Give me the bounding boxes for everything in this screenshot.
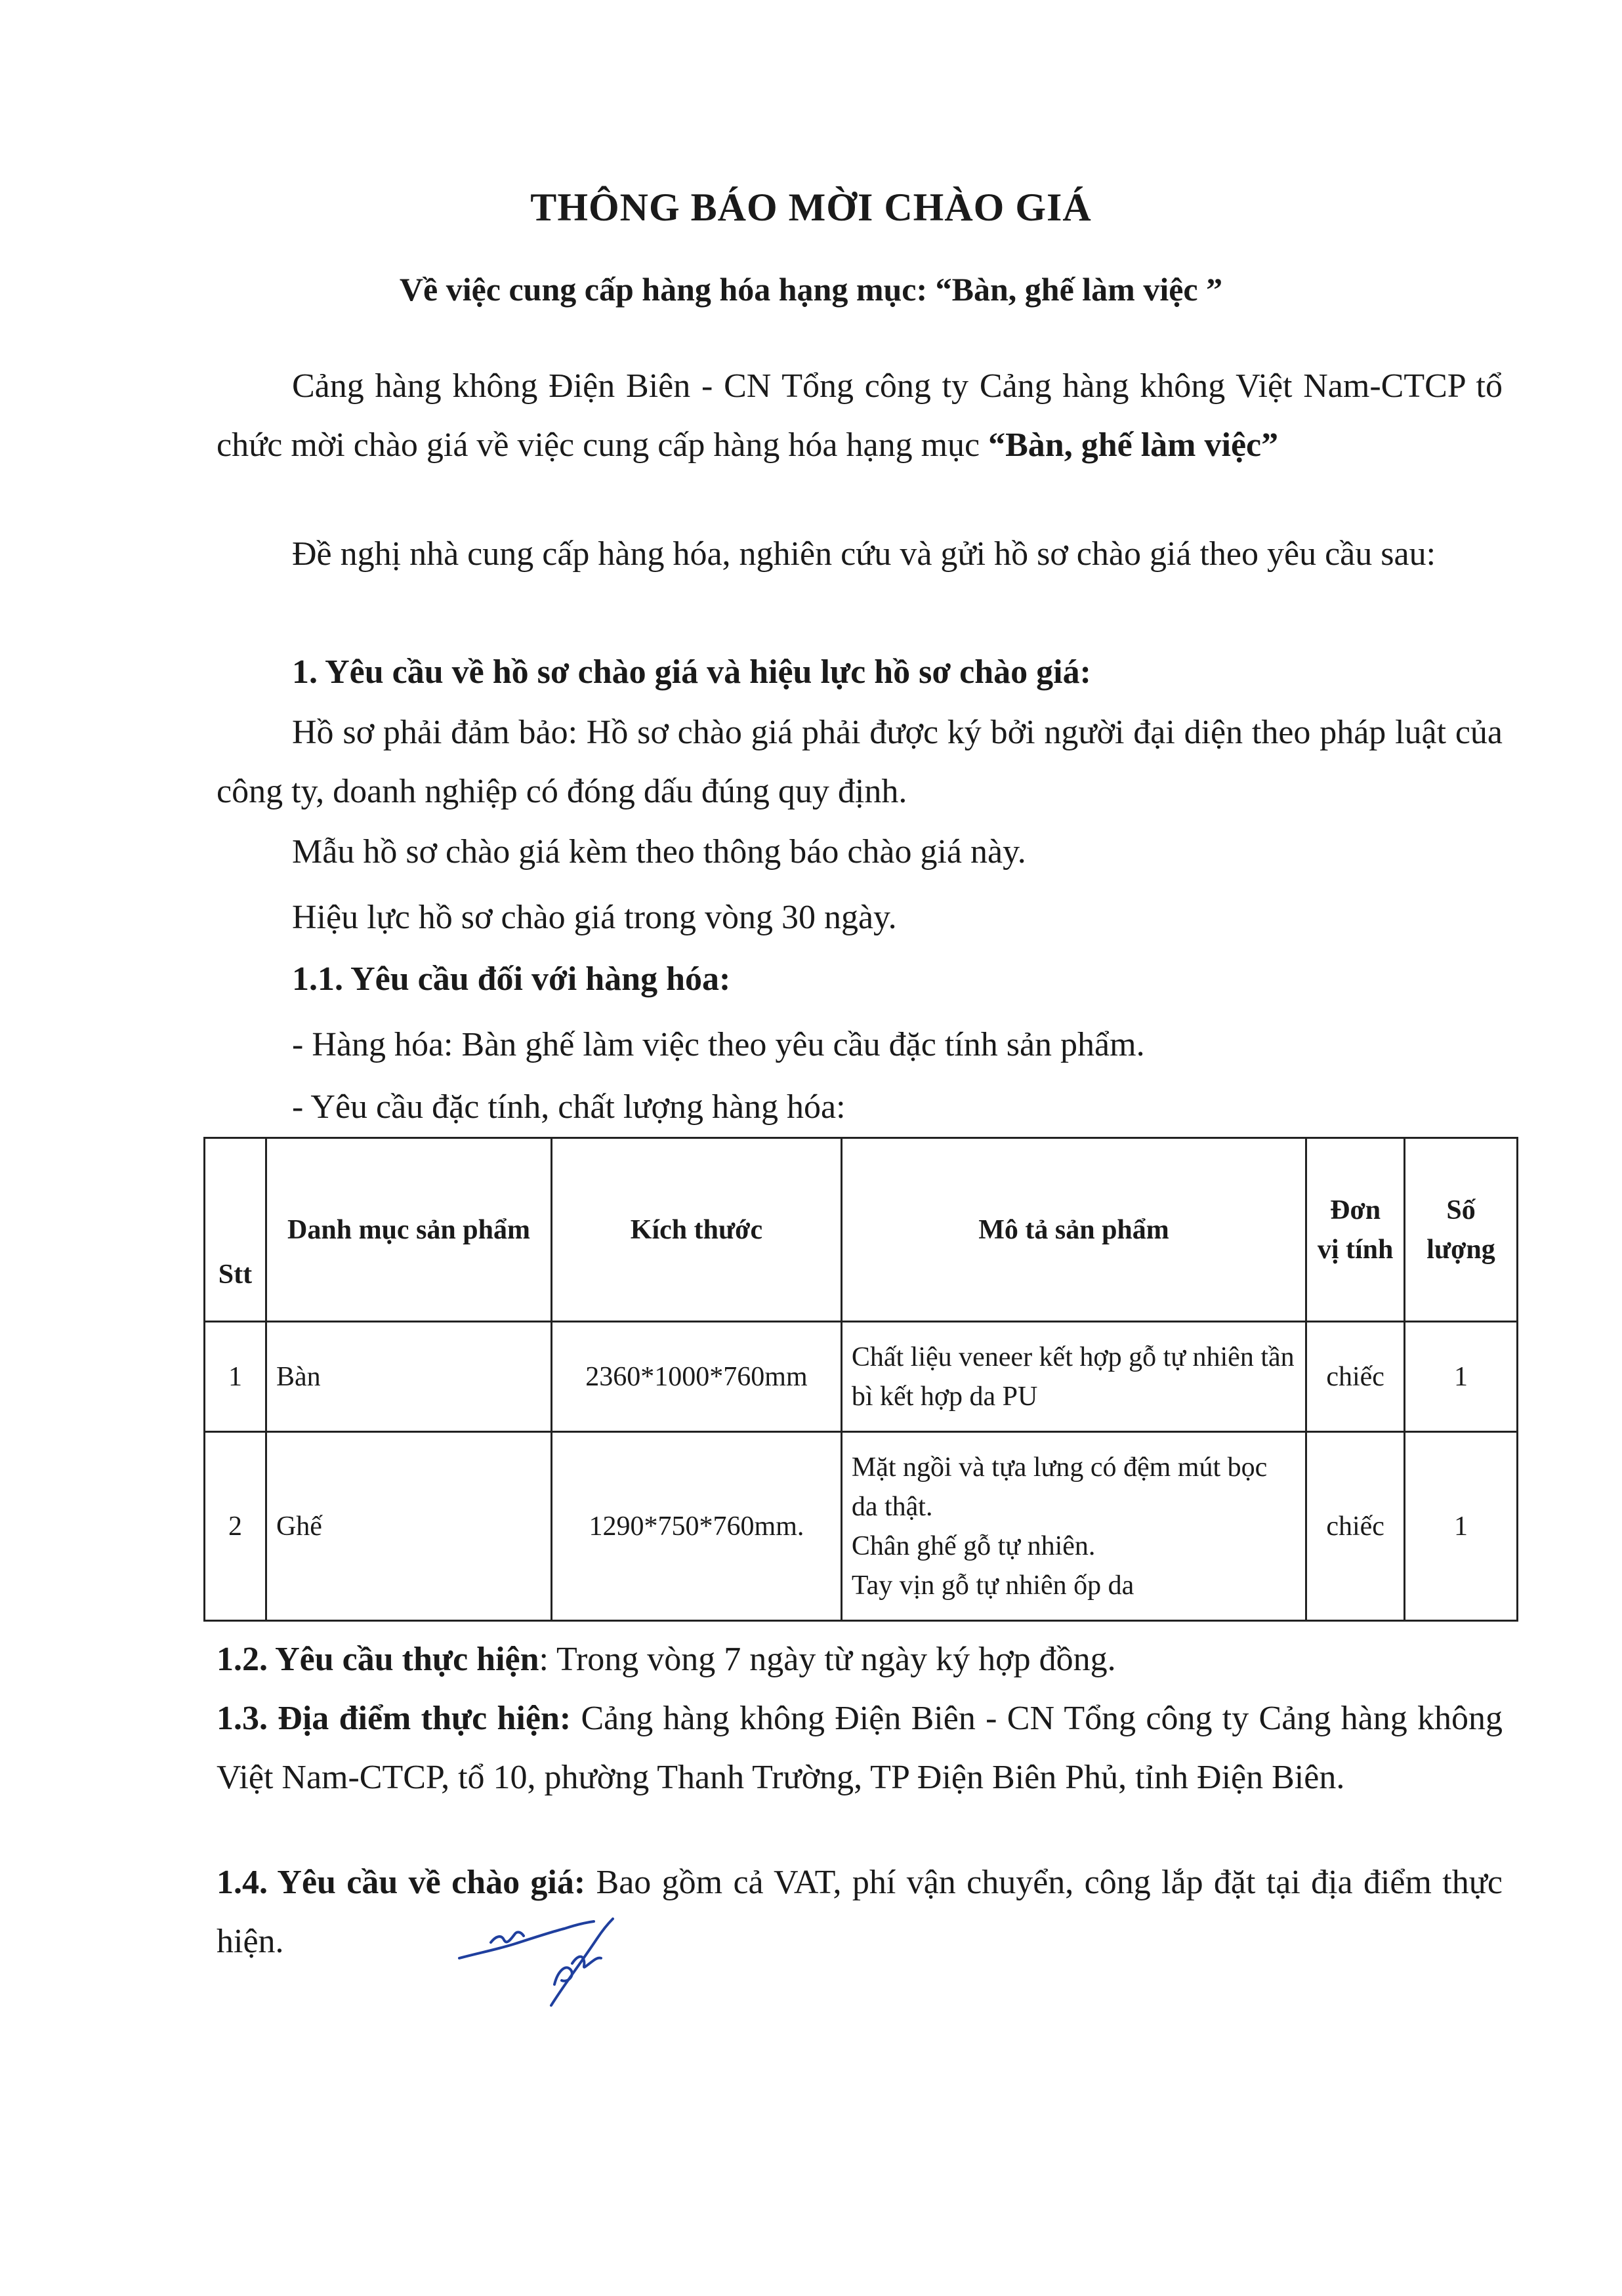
section-1-3-label: 1.3. Địa điểm thực hiện: [217,1700,572,1737]
cell-description [841,1322,1306,1432]
intro-bold-item: “Bàn, ghế làm việc” [988,426,1279,464]
header-category: Danh mục sản phẩm [266,1138,551,1322]
section-1-heading: 1. Yêu cầu về hồ sơ chào giá và hiệu lực hồ sơ chào giá: [292,653,1091,691]
section-1-1-heading: 1.1. Yêu cầu đối với hàng hóa: [292,960,731,998]
description-line: Tay vịn gỗ tự nhiên ốp da [851,1570,1134,1601]
goods-item-2: - Yêu cầu đặc tính, chất lượng hàng hóa: [292,1088,846,1126]
section-1-3-text: Cảng hàng không Điện Biên - CN Tổng công ty Cảng hàng không Việt Nam-CTCP, tổ 10, phường Thanh Trường, TP Điện Biên Phủ, tỉnh Điện Biên. [217,1700,1503,1796]
cell-unit: chiếc [1306,1432,1405,1621]
cell-description [841,1432,1306,1621]
intro-paragraph [217,357,1503,475]
page-subtitle: Về việc cung cấp hàng hóa hạng mục: “Bàn, ghế làm việc ” [399,271,1223,308]
cell-stt: 1 [205,1322,266,1432]
table-row [205,1322,1518,1432]
page-title: THÔNG BÁO MỜI CHÀO GIÁ [530,186,1092,229]
section-1-paragraph-3: Hiệu lực hồ sơ chào giá trong vòng 30 ngày. [292,899,897,936]
product-spec-table [203,1137,1518,1622]
description-line: Mặt ngồi và tựa lưng có đệm mút bọc da thật. [851,1452,1268,1522]
header-quantity: Số lượng [1405,1138,1518,1322]
description-line: Chất liệu veneer kết hợp gỗ tự nhiên tần bì kết hợp da PU [851,1342,1295,1412]
handwritten-initials-icon [453,1893,623,2017]
request-paragraph: Đề nghị nhà cung cấp hàng hóa, nghiên cứu và gửi hồ sơ chào giá theo yêu cầu sau: [292,535,1436,573]
goods-item-1: - Hàng hóa: Bàn ghế làm việc theo yêu cầu đặc tính sản phẩm. [292,1026,1145,1063]
table-row [205,1432,1518,1621]
table-header-row [205,1138,1518,1322]
cell-unit: chiếc [1306,1322,1405,1432]
section-1-2-label: 1.2. Yêu cầu thực hiện [217,1641,539,1678]
cell-quantity: 1 [1405,1322,1518,1432]
cell-size: 2360*1000*760mm [552,1322,842,1432]
cell-size: 1290*750*760mm. [552,1432,842,1621]
section-1-2-text: : Trong vòng 7 ngày từ ngày ký hợp đồng. [539,1641,1116,1678]
header-unit: Đơn vị tính [1306,1138,1405,1322]
section-1-3 [217,1689,1503,1807]
header-stt: Stt [205,1138,266,1322]
section-1-4-text: Bao gồm cả VAT, phí vận chuyển, công lắp đặt tại địa điểm thực hiện. [217,1864,1503,1960]
section-1-4 [217,1853,1503,1971]
cell-category: Ghế [266,1432,551,1621]
intro-text: Cảng hàng không Điện Biên - CN Tổng công ty Cảng hàng không Việt Nam-CTCP tổ chức mời chào giá về việc cung cấp hàng hóa hạng mục [217,367,1503,464]
cell-category: Bàn [266,1322,551,1432]
cell-quantity: 1 [1405,1432,1518,1621]
section-1-2 [217,1630,1503,1689]
section-1-paragraph-1: Hồ sơ phải đảm bảo: Hồ sơ chào giá phải được ký bởi người đại diện theo pháp luật của công ty, doanh nghiệp có đóng dấu đúng quy định. [217,714,1503,810]
cell-stt: 2 [205,1432,266,1621]
header-size: Kích thước [552,1138,842,1322]
section-1-4-label: 1.4. Yêu cầu về chào giá: [217,1864,586,1901]
section-1-paragraph-2: Mẫu hồ sơ chào giá kèm theo thông báo chào giá này. [292,833,1026,871]
description-line: Chân ghế gỗ tự nhiên. [851,1530,1096,1561]
header-description: Mô tả sản phẩm [841,1138,1306,1322]
